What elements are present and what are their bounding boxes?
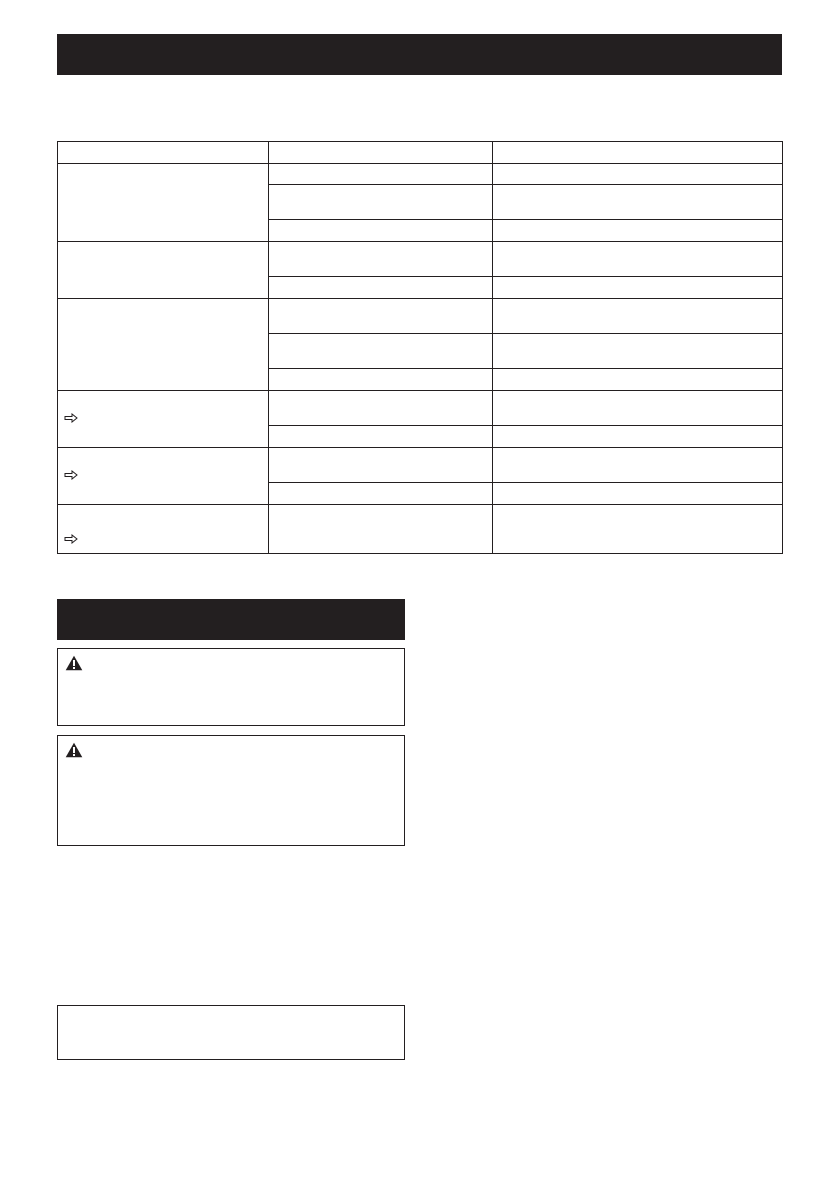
table-row [58, 299, 783, 334]
table-row [58, 448, 783, 483]
table-cell [269, 185, 493, 220]
table-cell [493, 426, 783, 448]
table-cell [269, 277, 493, 299]
table-cell [269, 448, 493, 483]
table-cell [58, 391, 269, 448]
table-cell [58, 242, 269, 299]
table-cell [493, 220, 783, 242]
warning-triangle-icon [65, 655, 83, 671]
table-cell [269, 242, 493, 277]
table-row [58, 242, 783, 277]
table-cell [493, 334, 783, 369]
table-cell [269, 505, 493, 554]
header-cell [269, 142, 493, 164]
table-row [58, 505, 783, 554]
table-cell [493, 299, 783, 334]
table-cell [269, 483, 493, 505]
table-cell [269, 299, 493, 334]
warning-box [57, 735, 405, 846]
table-cell [493, 277, 783, 299]
table-cell [269, 426, 493, 448]
arrow-right-icon [64, 534, 78, 544]
header-cell [58, 142, 269, 164]
table-cell [269, 220, 493, 242]
table-cell [58, 299, 269, 391]
table-cell [269, 391, 493, 426]
arrow-right-icon [64, 413, 78, 423]
table-cell [58, 448, 269, 505]
warning-box [57, 648, 405, 726]
table-cell [269, 164, 493, 185]
header-cell [493, 142, 783, 164]
table-cell [493, 391, 783, 426]
table-row [58, 391, 783, 426]
table-cell [493, 164, 783, 185]
note-box [57, 1005, 405, 1060]
arrow-right-icon [64, 470, 78, 480]
table-cell [58, 164, 269, 242]
table-cell [493, 483, 783, 505]
table-cell [58, 505, 269, 554]
table-cell [269, 334, 493, 369]
table-cell [269, 369, 493, 391]
table-row [58, 164, 783, 185]
table-header-row [58, 142, 783, 164]
table-cell [493, 369, 783, 391]
section-header-bar [57, 599, 405, 640]
table-cell [493, 185, 783, 220]
warning-triangle-icon [65, 742, 83, 758]
section-header-bar [57, 34, 782, 75]
table-cell [493, 448, 783, 483]
table-cell [493, 505, 783, 554]
table-cell [493, 242, 783, 277]
troubleshooting-table [57, 141, 783, 554]
